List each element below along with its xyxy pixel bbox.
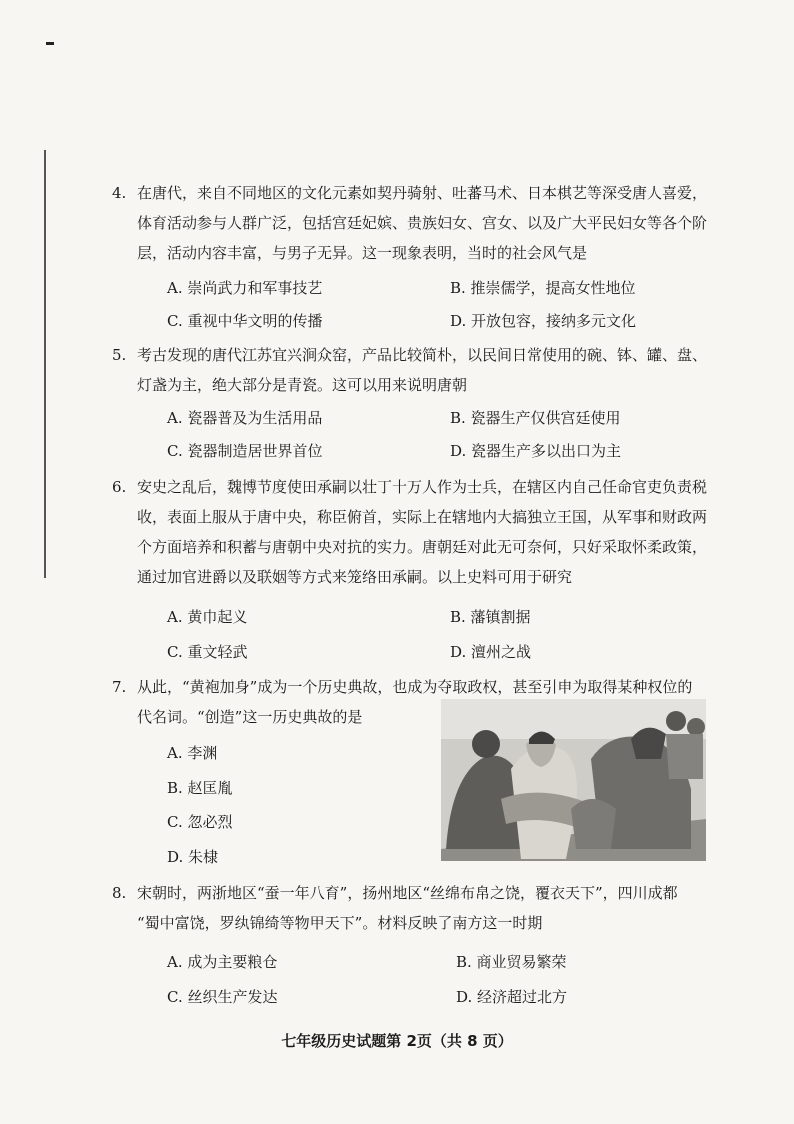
question-number: 7. <box>112 678 127 696</box>
question-number: 6. <box>112 478 127 496</box>
option-a: A. 崇尚武力和军事技艺 <box>167 279 323 297</box>
question-text-line: 安史之乱后，魏博节度使田承嗣以壮丁十万人作为士兵，在辖区内自己任命官吏负责税 <box>137 478 708 496</box>
question-text-line: 个方面培养和积蓄与唐朝中央对抗的实力。唐朝廷对此无可奈何，只好采取怀柔政策， <box>137 538 708 556</box>
question-text-line: “蜀中富饶，罗纨锦绮等物甲天下”。材料反映了南方这一时期 <box>137 914 543 932</box>
question-text-line: 代名词。“创造”这一历史典故的是 <box>137 708 363 726</box>
option-a: A. 成为主要粮仓 <box>167 953 278 971</box>
option-d: D. 经济超过北方 <box>456 988 568 1006</box>
option-b: B. 推崇儒学，提高女性地位 <box>450 279 636 297</box>
illustration-drawing <box>441 699 706 861</box>
question-6 <box>112 472 717 592</box>
option-c: C. 瓷器制造居世界首位 <box>167 442 323 460</box>
option-b: B. 赵匡胤 <box>167 779 233 797</box>
option-c: C. 重文轻武 <box>167 643 248 661</box>
question-text-line: 收，表面上服从于唐中央，称臣俯首，实际上在辖地内大搞独立王国，从军事和财政两 <box>137 508 708 526</box>
question-text-line: 在唐代，来自不同地区的文化元素如契丹骑射、吐蕃马术、日本棋艺等深受唐人喜爱， <box>137 184 708 202</box>
page-footer: 七年级历史试题第 2页（共 8 页） <box>281 1032 513 1050</box>
corner-mark <box>46 42 54 45</box>
option-d: D. 澶州之战 <box>450 643 532 661</box>
question-number: 8. <box>112 884 127 902</box>
option-c: C. 丝织生产发达 <box>167 988 278 1006</box>
option-c: C. 忽必烈 <box>167 813 233 831</box>
option-b: B. 商业贸易繁荣 <box>456 953 567 971</box>
question-text-line: 通过加官进爵以及联姻等方式来笼络田承嗣。以上史料可用于研究 <box>137 568 573 586</box>
option-a: A. 李渊 <box>167 744 218 762</box>
question-8 <box>112 878 717 938</box>
option-a: A. 瓷器普及为生活用品 <box>167 409 323 427</box>
option-a: A. 黄巾起义 <box>167 608 248 626</box>
option-b: B. 瓷器生产仅供宫廷使用 <box>450 409 621 427</box>
option-d: D. 朱棣 <box>167 848 219 866</box>
binding-margin-line <box>44 150 46 578</box>
option-c: C. 重视中华文明的传播 <box>167 312 323 330</box>
option-d: D. 瓷器生产多以出口为主 <box>450 442 622 460</box>
question-text-line: 从此，“黄袍加身”成为一个历史典故，也成为夺取政权，甚至引申为取得某种权位的 <box>137 678 693 696</box>
question-text-line: 宋朝时，两浙地区“蚕一年八育”，扬州地区“丝绵布帛之饶，覆衣天下”，四川成都 <box>137 884 678 902</box>
question-text-line: 体育活动参与人群广泛，包括宫廷妃嫔、贵族妇女、宫女、以及广大平民妇女等各个阶 <box>137 214 708 232</box>
historical-illustration <box>441 699 706 861</box>
option-b: B. 藩镇割据 <box>450 608 531 626</box>
question-text-line: 灯盏为主，绝大部分是青瓷。这可以用来说明唐朝 <box>137 376 468 394</box>
question-5 <box>112 340 717 400</box>
question-4 <box>112 178 717 268</box>
question-number: 4. <box>112 184 127 202</box>
option-d: D. 开放包容，接纳多元文化 <box>450 312 637 330</box>
question-text-line: 层，活动内容丰富，与男子无异。这一现象表明，当时的社会风气是 <box>137 244 588 262</box>
question-text-line: 考古发现的唐代江苏宜兴涧众窑，产品比较简朴，以民间日常使用的碗、钵、罐、盘、 <box>137 346 708 364</box>
question-number: 5. <box>112 346 127 364</box>
